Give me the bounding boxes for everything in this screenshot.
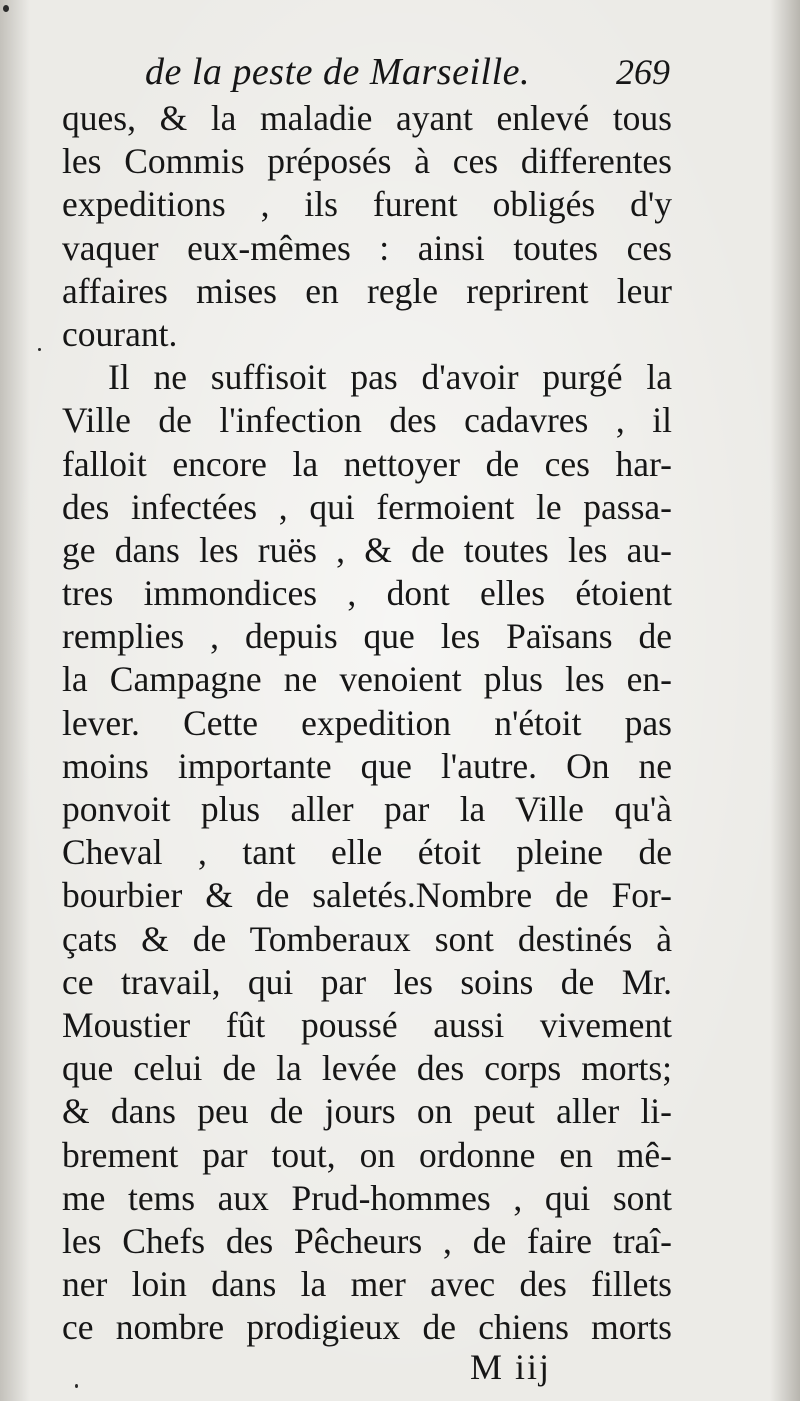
page-number: 269 <box>616 52 670 92</box>
text-line: la Campagne ne venoient plus les en- <box>62 659 672 700</box>
text-line: bourbier & de saletés.Nombre de For- <box>62 875 672 916</box>
signature-mark: M iij <box>470 1347 552 1387</box>
text-line: que celui de la levée des corps morts; <box>62 1048 672 1089</box>
ink-speck <box>75 1384 78 1388</box>
text-line: tres immondices , dont elles étoient <box>62 573 672 614</box>
text-line: ponvoit plus aller par la Ville qu'à <box>62 789 672 829</box>
text-line: remplies , depuis que les Païsans de <box>62 616 672 657</box>
text-line: lever. Cette expedition n'étoit pas <box>62 702 672 743</box>
text-line: affaires mises en regle reprirent leur <box>62 270 672 311</box>
text-line: me tems aux Prud-hommes , qui sont <box>62 1177 672 1218</box>
text-line: les Commis préposés à ces differentes <box>62 141 672 182</box>
text-line: moins importante que l'autre. On ne <box>62 745 672 786</box>
text-line: vaquer eux-mêmes : ainsi toutes ces <box>62 227 672 268</box>
text-line: falloit encore la nettoyer de ces har- <box>62 443 672 484</box>
text-line: Ville de l'infection des cadavres , il <box>62 400 672 441</box>
text-line: brement par tout, on ordonne en mê- <box>62 1134 672 1175</box>
text-line: des infectées , qui fermoient le passa- <box>62 486 672 527</box>
text-line: courant. <box>62 313 178 354</box>
page-header <box>145 44 670 100</box>
text-line: ques, & la maladie ayant enlevé tous <box>62 98 672 138</box>
text-line: Moustier fût poussé aussi vivement <box>62 1004 672 1045</box>
text-line: & dans peu de jours on peut aller li- <box>62 1091 672 1132</box>
text-line: çats & de Tomberaux sont destinés à <box>62 918 672 959</box>
body-text <box>62 97 672 1349</box>
text-line: Cheval , tant elle étoit pleine de <box>62 832 672 873</box>
text-line: expeditions , ils furent obligés d'y <box>62 184 672 225</box>
running-title: de la peste de Marseille. <box>145 51 531 93</box>
text-line: Il ne suffisoit pas d'avoir purgé la <box>108 357 672 398</box>
ink-speck <box>3 5 9 12</box>
text-line: ge dans les ruës , & de toutes les au- <box>62 529 672 570</box>
text-line: ner loin dans la mer avec des fillets <box>62 1264 672 1305</box>
ink-speck <box>38 348 41 351</box>
text-line: les Chefs des Pêcheurs , de faire traî- <box>62 1220 672 1261</box>
text-line: ce travail, qui par les soins de Mr. <box>62 961 672 1002</box>
text-line: ce nombre prodigieux de chiens morts <box>62 1307 672 1348</box>
